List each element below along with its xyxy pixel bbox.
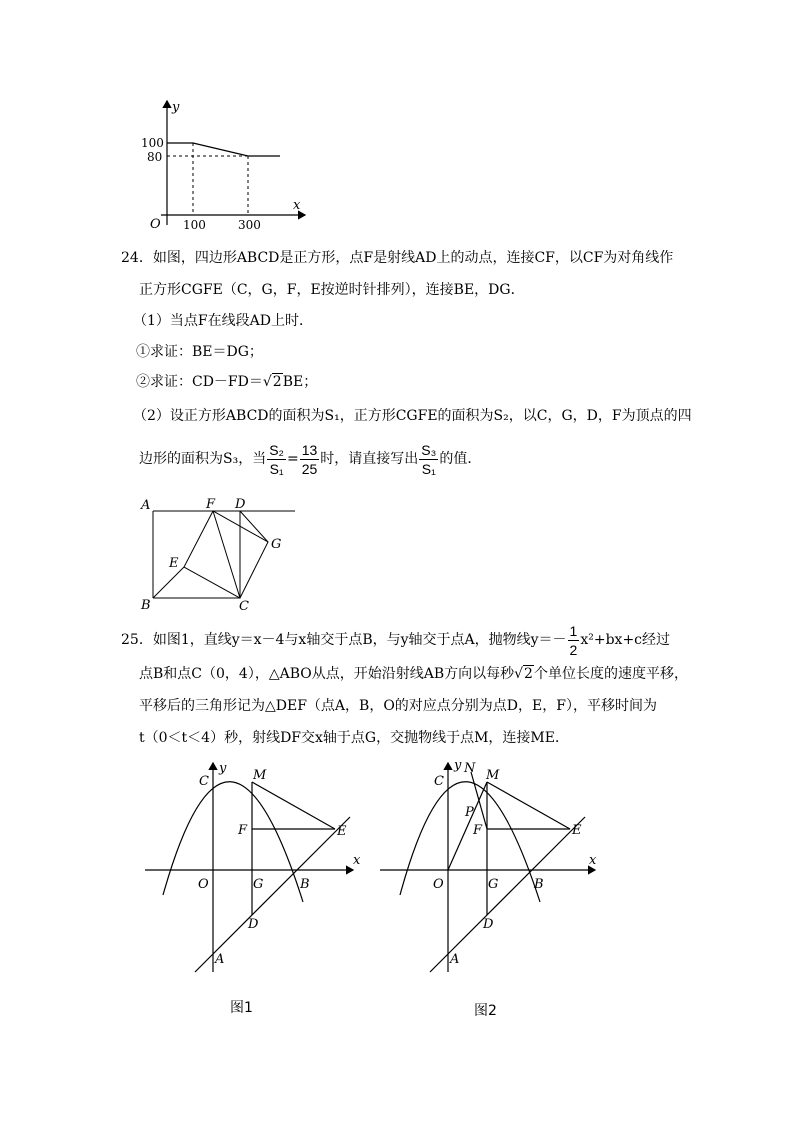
label-c: C: [199, 774, 209, 789]
label-f: F: [238, 823, 248, 838]
label-d: D: [248, 917, 259, 932]
q24-line7-pre: 边形的面积为S₃，当: [139, 451, 267, 467]
frac-den: S₁: [269, 460, 284, 477]
label-y: y: [454, 760, 462, 773]
label-x: x: [589, 853, 597, 868]
q24-line1: 24．如图，四边形ABCD是正方形，点F是射线AD上的动点，连接CF，以CF为对角线作: [121, 250, 674, 266]
figure-1-caption: 图1: [230, 1000, 253, 1016]
sqrt: √2: [514, 666, 533, 682]
graph-line: [167, 143, 280, 156]
q24-line5-pre: ②求证：CD－FD＝: [136, 374, 263, 390]
segment-me: [487, 782, 570, 829]
frac-num: 13: [301, 441, 318, 458]
label-x: x: [353, 853, 361, 868]
label-n: N: [464, 761, 476, 776]
q25-figure-2: [375, 760, 605, 985]
frac-den: 2: [569, 641, 578, 658]
x-axis-label: x: [293, 198, 301, 213]
label-d: D: [235, 497, 246, 512]
label-g: G: [271, 537, 282, 552]
q24-line7: [139, 440, 481, 478]
label-b: B: [300, 877, 310, 892]
label-b: B: [534, 877, 544, 892]
frac-den: 25: [301, 460, 318, 477]
x-tick-300: 300: [238, 218, 261, 232]
q24-line5-post: BE；: [282, 374, 318, 390]
q24-square-figure: [135, 495, 305, 615]
fraction-1-2: [568, 622, 580, 659]
q24-line3: （1）当点F在线段AD上时．: [133, 313, 313, 329]
fraction-13-25: [300, 441, 320, 478]
y-tick-100: 100: [141, 136, 164, 150]
q24-line4: ①求证：BE＝DG；: [136, 344, 263, 360]
q25-figure-1: [140, 760, 370, 985]
fraction-s3-s1: [419, 441, 438, 478]
q25-line4: t（0＜t＜4）秒，射线DF交x轴于点G，交抛物线于点M，连接ME．: [139, 730, 569, 746]
label-b: B: [141, 598, 151, 613]
segment-be: [153, 567, 184, 598]
price-graph: [135, 95, 315, 235]
label-e: E: [337, 824, 347, 839]
label-o: O: [433, 877, 444, 892]
sqrt-radicand: 2: [272, 374, 282, 390]
q24-line7-post: 的值．: [439, 451, 482, 467]
label-e: E: [572, 823, 582, 838]
q25-line2-pre: 点B和点C（0，4），△ABO从点，开始沿射线AB方向以每秒: [139, 666, 515, 682]
sqrt-radicand: 2: [524, 666, 533, 682]
label-c: C: [239, 599, 249, 614]
q24-line6: （2）设正方形ABCD的面积为S₁，正方形CGFE的面积为S₂，以C，G，D，F为顶点的四: [133, 408, 692, 424]
label-o: O: [198, 877, 209, 892]
label-a: A: [215, 952, 225, 967]
q24-line7-mid: 时，请直接写出: [320, 451, 419, 467]
label-a: A: [450, 952, 460, 967]
label-g: G: [253, 877, 264, 892]
q25-line3: 平移后的三角形记为△DEF（点A，B，O的对应点分别为点D，E，F），平移时间为: [139, 698, 657, 714]
label-f: F: [473, 823, 483, 838]
label-m: M: [253, 768, 267, 783]
frac-num: S₃: [421, 441, 437, 458]
label-y: y: [219, 761, 227, 776]
figure-2-caption: 图2: [474, 1003, 497, 1019]
segment-me: [252, 782, 335, 829]
segment-nf: [471, 772, 487, 829]
q25-line1: [121, 621, 670, 659]
y-tick-80: 80: [147, 150, 163, 164]
q24-line5: [136, 372, 317, 392]
label-m: M: [486, 768, 500, 783]
x-tick-100: 100: [183, 218, 206, 232]
parabola: [163, 782, 303, 902]
label-c: C: [434, 774, 444, 789]
sqrt: √2: [262, 374, 282, 390]
q25-line2-post: 个单位长度的速度平移，: [533, 666, 688, 682]
fraction-s2-s1: [267, 441, 286, 478]
y-axis-label: y: [172, 100, 180, 115]
q25-line1-pre: 25．如图1，直线y＝x－4与x轴交于点B，与y轴交于点A，抛物线y＝－: [121, 632, 567, 648]
line-ab: [430, 817, 585, 972]
frac-den: S₁: [421, 460, 436, 477]
label-e: E: [169, 556, 179, 571]
origin-label: O: [150, 217, 161, 232]
label-g: G: [488, 877, 499, 892]
line-ab: [195, 817, 350, 972]
label-d: D: [483, 917, 494, 932]
frac-num: 1: [569, 622, 578, 639]
label-p: P: [465, 805, 474, 820]
q25-line2: [139, 664, 688, 684]
frac-num: S₂: [269, 441, 284, 458]
label-a: A: [141, 498, 151, 513]
segment-dg: [240, 511, 268, 542]
q25-line1-post: x²+bx+c经过: [580, 632, 671, 648]
equals-sign: =: [286, 451, 299, 467]
label-f: F: [206, 497, 216, 512]
q24-line2: 正方形CGFE（C，G，F，E按逆时针排列），连接BE，DG．: [139, 282, 525, 298]
